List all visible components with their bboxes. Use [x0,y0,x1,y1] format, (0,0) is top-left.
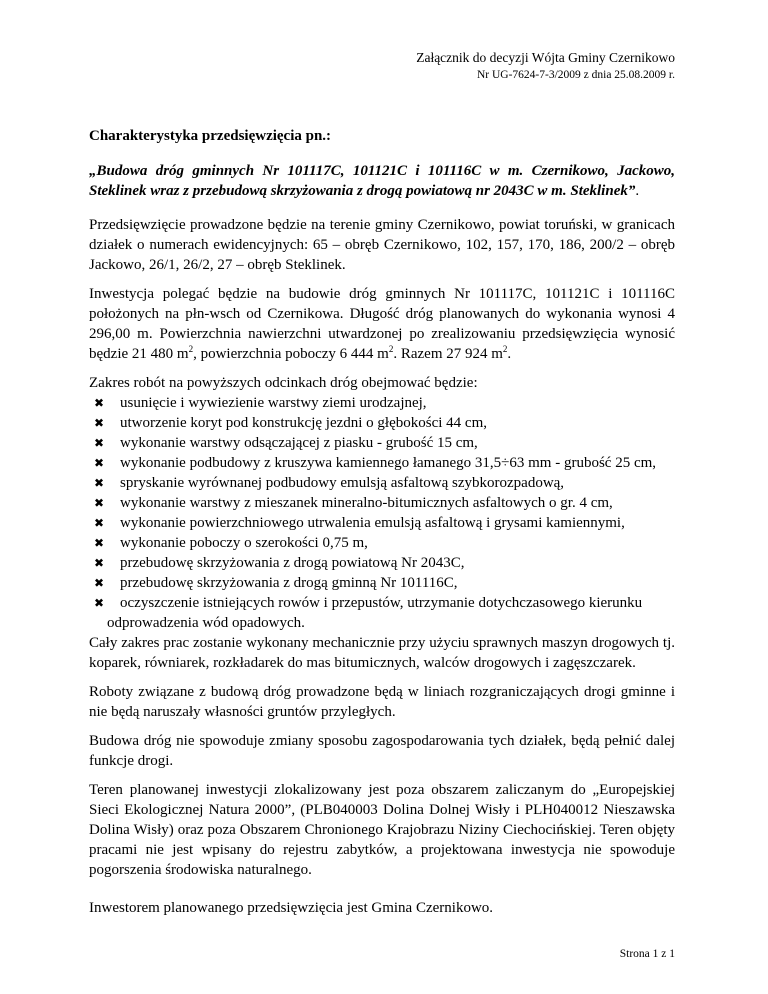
page-number: Strona 1 z 1 [619,948,675,960]
list-item [89,413,675,433]
list-item-text: przebudowę skrzyżowania z drogą powiatową Nr 2043C, [120,555,465,571]
list-item [89,433,675,453]
paragraph-land-use: Budowa dróg nie spowoduje zmiany sposobu zagospodarowania tych działek, będą pełnić dalej funkcje drogi. [89,733,675,769]
list-item-text-line1: oczyszczenie istniejących rowów i przepustów, utrzymanie dotychczasowego kierunku [120,595,643,611]
project-title-period: . [635,183,640,199]
investment-text-c: . Razem 27 924 m [393,346,503,362]
list-item-text: przebudowę skrzyżowania z drogą gminną Nr 101116C, [120,575,458,591]
investment-text-d: . [507,346,512,362]
paragraph-boundaries: Roboty związane z budową dróg prowadzone będą w liniach rozgraniczających drogi gminne i nie będą naruszały własności gruntów przyległych. [89,684,675,720]
x-mark-icon: ✖ [94,496,105,510]
list-item [89,593,675,633]
scope-list [89,393,675,633]
list-item-text: wykonanie powierzchniowego utrwalenia emulsją asfaltową i grysami kamiennymi, [120,515,625,531]
paragraph-scope-intro: Zakres robót na powyższych odcinkach dróg obejmować będzie: [89,375,478,391]
list-item [89,573,675,593]
x-mark-icon: ✖ [94,476,105,490]
list-item-text: utworzenie koryt pod konstrukcję jezdni o głębokości 44 cm, [120,415,487,431]
superscript-2: 2 [502,344,508,354]
x-mark-icon: ✖ [94,456,105,470]
paragraph-investor: Inwestorem planowanego przedsięwzięcia jest Gmina Czernikowo. [89,900,494,916]
list-item-text: wykonanie warstwy odsączającej z piasku - grubość 15 cm, [120,435,478,451]
list-item-text: wykonanie poboczy o szerokości 0,75 m, [120,535,368,551]
project-title [89,161,675,201]
header-line-1: Załącznik do decyzji Wójta Gminy Czernikowo [416,50,675,65]
attachment-header [416,48,675,84]
header-line-2: Nr UG-7624-7-3/2009 z dnia 25.08.2009 r. [476,69,675,81]
x-mark-icon: ✖ [94,516,105,530]
list-item-text: wykonanie warstwy z mieszanek mineralno-bitumicznych asfaltowych o gr. 4 cm, [120,495,613,511]
list-item-text: usunięcie i wywiezienie warstwy ziemi urodzajnej, [120,395,427,411]
list-item [89,553,675,573]
list-item-text: wykonanie podbudowy z kruszywa kamiennego łamanego 31,5÷63 mm - grubość 25 cm, [120,455,657,471]
x-mark-icon: ✖ [94,536,105,550]
x-mark-icon: ✖ [94,436,105,450]
paragraph-machines: Cały zakres prac zostanie wykonany mechanicznie przy użyciu sprawnych maszyn drogowych tj. koparek, równiarek, rozkładarek do mas bitumicznych, walców drogowych i zagęszczarek. [89,635,675,671]
list-item [89,393,675,413]
list-item-text: spryskanie wyrównanej podbudowy emulsją asfaltową szybkorozpadową, [120,475,565,491]
paragraph-location: Przedsięwzięcie prowadzone będzie na terenie gminy Czernikowo, powiat toruński, w granicach działek o numerach ewidencyjnych: 65 – obręb Czernikowo, 102, 157, 170, 186, 200/2 – obręb Jackowo, 26/1, 26/2, 27 – obręb Steklinek. [89,217,675,273]
investment-text-a: Inwestycja polegać będzie na budowie dróg gminnych Nr 101117C, 101121C i 101116C położonych na płn-wsch od Czernikowa. Długość dróg planowanych do wykonania wynosi 4 296,00 m. Powierzchnia nawierzchni utwardzonej po zrealizowaniu przedsięwzięcia wynosić będzie 21 480 m [89,286,675,362]
x-mark-icon: ✖ [94,596,105,610]
investment-text-b: , powierzchnia poboczy 6 444 m [193,346,389,362]
project-title-text: „Budowa dróg gminnych Nr 101117C, 101121C i 101116C w m. Czernikowo, Jackowo, Steklinek wraz z przebudową skrzyżowania z drogą powiatową nr 2043C w m. Steklinek” [89,163,675,199]
list-item [89,493,675,513]
paragraph-investment [89,284,675,364]
x-mark-icon: ✖ [94,416,105,430]
list-item [89,453,675,473]
x-mark-icon: ✖ [94,396,105,410]
document-heading: Charakterystyka przedsięwzięcia pn.: [89,128,332,144]
list-item [89,513,675,533]
superscript-2: 2 [188,344,194,354]
document-body [89,126,675,927]
list-item [89,533,675,553]
x-mark-icon: ✖ [94,576,105,590]
list-item [89,473,675,493]
superscript-2: 2 [388,344,394,354]
list-item-text-line2: odprowadzenia wód opadowych. [107,615,305,631]
x-mark-icon: ✖ [94,556,105,570]
paragraph-natura: Teren planowanej inwestycji zlokalizowany jest poza obszarem zaliczanym do „Europejskiej Sieci Ekologicznej Natura 2000”, (PLB040003 Dolina Dolnej Wisły i PLH040012 Nieszawska Dolina Wisły) oraz poza Obszarem Chronionego Krajobrazu Niziny Ciechocińskiej. Teren objęty pracami nie jest wpisany do rejestru zabytków, a projektowana inwestycja nie spowoduje pogorszenia środowiska naturalnego. [89,782,675,878]
